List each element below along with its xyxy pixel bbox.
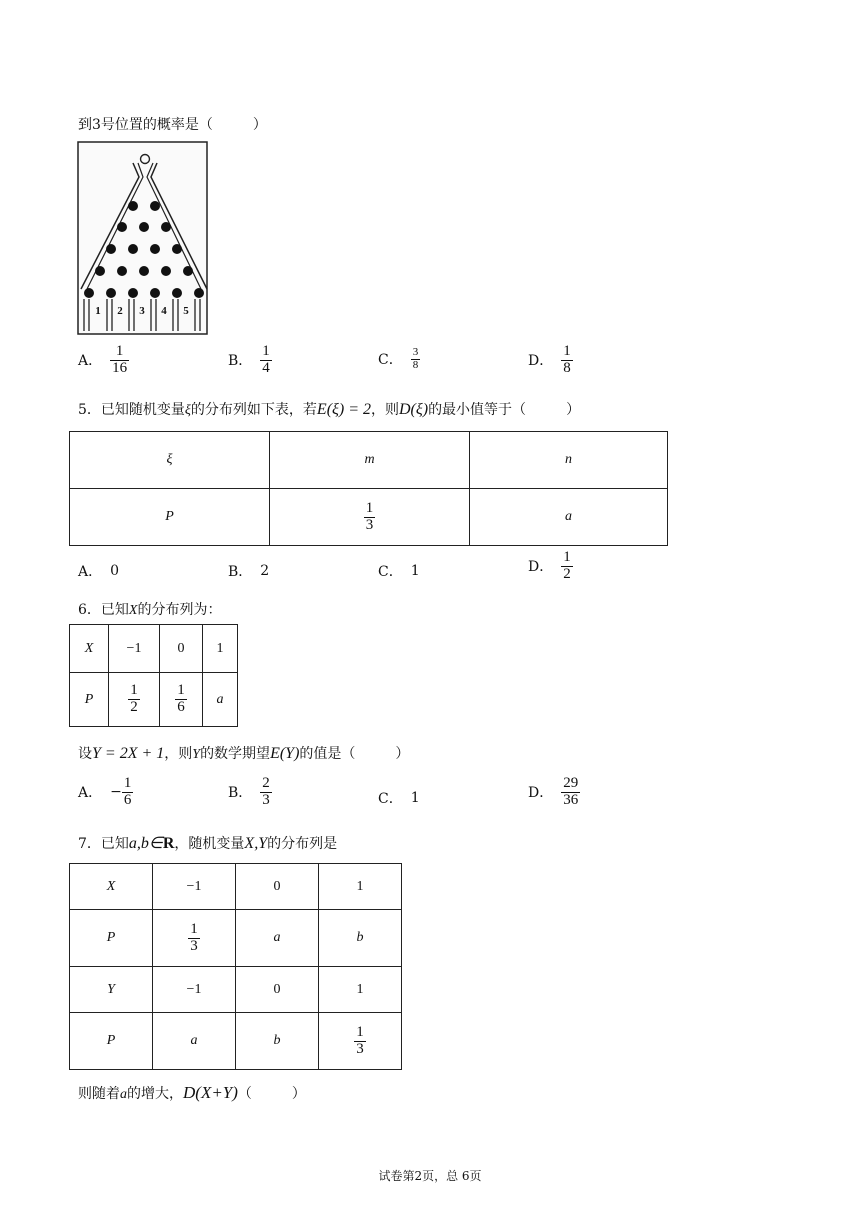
slot-label-5: 5	[183, 305, 189, 317]
q4-option-b[interactable]: B． $\frac{1}{4}$	[228, 343, 270, 376]
q5-distribution-table	[69, 431, 668, 546]
q7-y-0: 0	[236, 967, 319, 1013]
q5-cell-p-n: a	[470, 489, 668, 546]
q5-option-d[interactable]: D． $\frac{1}{2}$	[528, 549, 571, 582]
q4-option-c[interactable]: C． $\frac{3}{8}$	[378, 346, 419, 371]
q6-option-d[interactable]: D． $\frac{29}{36}$	[528, 775, 579, 808]
slot-label-3: 3	[139, 305, 145, 317]
q5-option-a[interactable]: A． 0	[78, 563, 120, 580]
page-footer: 试卷第2页，总 6页	[378, 1169, 482, 1183]
q5-cell-p-m: $\frac{1}{3}$	[270, 489, 470, 546]
q7-x-1: 1	[319, 864, 402, 910]
q4-option-a[interactable]: A． $\frac{1}{16}$	[78, 343, 128, 376]
q7-py-label: P	[70, 1013, 153, 1070]
q6-question: 设Y = 2X + 1，则Y的数学期望E(Y)的值是（ ）	[78, 745, 410, 762]
q4-stem: 到3号位置的概率是（ ）	[78, 117, 267, 133]
q7-py-2: b	[236, 1013, 319, 1070]
q7-px-3: b	[319, 910, 402, 967]
q6-cell-p3: a	[203, 673, 238, 727]
q6-option-b[interactable]: B． $\frac{2}{3}$	[228, 775, 270, 808]
galton-board-figure	[77, 141, 209, 337]
q7-header-x: X	[70, 864, 153, 910]
q5-option-b[interactable]: B． 2	[228, 563, 270, 580]
q7-py-3: $\frac{1}{3}$	[319, 1013, 402, 1070]
q6-row-p-label: P	[70, 673, 109, 727]
q4-option-d[interactable]: D． $\frac{1}{8}$	[528, 343, 571, 376]
q7-px-label: P	[70, 910, 153, 967]
q7-distribution-table	[69, 863, 402, 1070]
slot-label-2: 2	[117, 305, 123, 317]
q6-option-a[interactable]: A． − $\frac{1}{6}$	[78, 775, 132, 808]
q5-header-m: m	[270, 432, 470, 489]
q6-option-c[interactable]: C． 1	[378, 790, 420, 807]
q7-x-0: 0	[236, 864, 319, 910]
q7-px-2: a	[236, 910, 319, 967]
q7-y-1: 1	[319, 967, 402, 1013]
q6-stem: 6．已知X的分布列为：	[78, 602, 222, 618]
q6-header-x: X	[70, 625, 109, 673]
q7-header-y: Y	[70, 967, 153, 1013]
q6-cell-p2: $\frac{1}{6}$	[160, 673, 203, 727]
q5-option-c[interactable]: C． 1	[378, 563, 420, 580]
q7-question: 则随着a的增大，D(X+Y)（ ）	[78, 1083, 306, 1102]
slot-label-1: 1	[95, 305, 101, 317]
q6-distribution-table	[69, 624, 238, 727]
q5-header-xi: ξ	[70, 432, 270, 489]
q7-stem: 7．已知a,b∈R，随机变量X,Y的分布列是	[78, 835, 338, 852]
q6-header-0: 0	[160, 625, 203, 673]
q6-header-neg1: −1	[109, 625, 160, 673]
q6-cell-p1: $\frac{1}{2}$	[109, 673, 160, 727]
q7-x-neg1: −1	[153, 864, 236, 910]
q6-header-1: 1	[203, 625, 238, 673]
q7-y-neg1: −1	[153, 967, 236, 1013]
q5-row-p-label: P	[70, 489, 270, 546]
q5-stem: 5．已知随机变量ξ的分布列如下表，若E(ξ) = 2，则D(ξ)的最小值等于（ ）	[78, 401, 581, 418]
q5-header-n: n	[470, 432, 668, 489]
q7-px-1: $\frac{1}{3}$	[153, 910, 236, 967]
q7-py-1: a	[153, 1013, 236, 1070]
slot-label-4: 4	[161, 305, 167, 317]
